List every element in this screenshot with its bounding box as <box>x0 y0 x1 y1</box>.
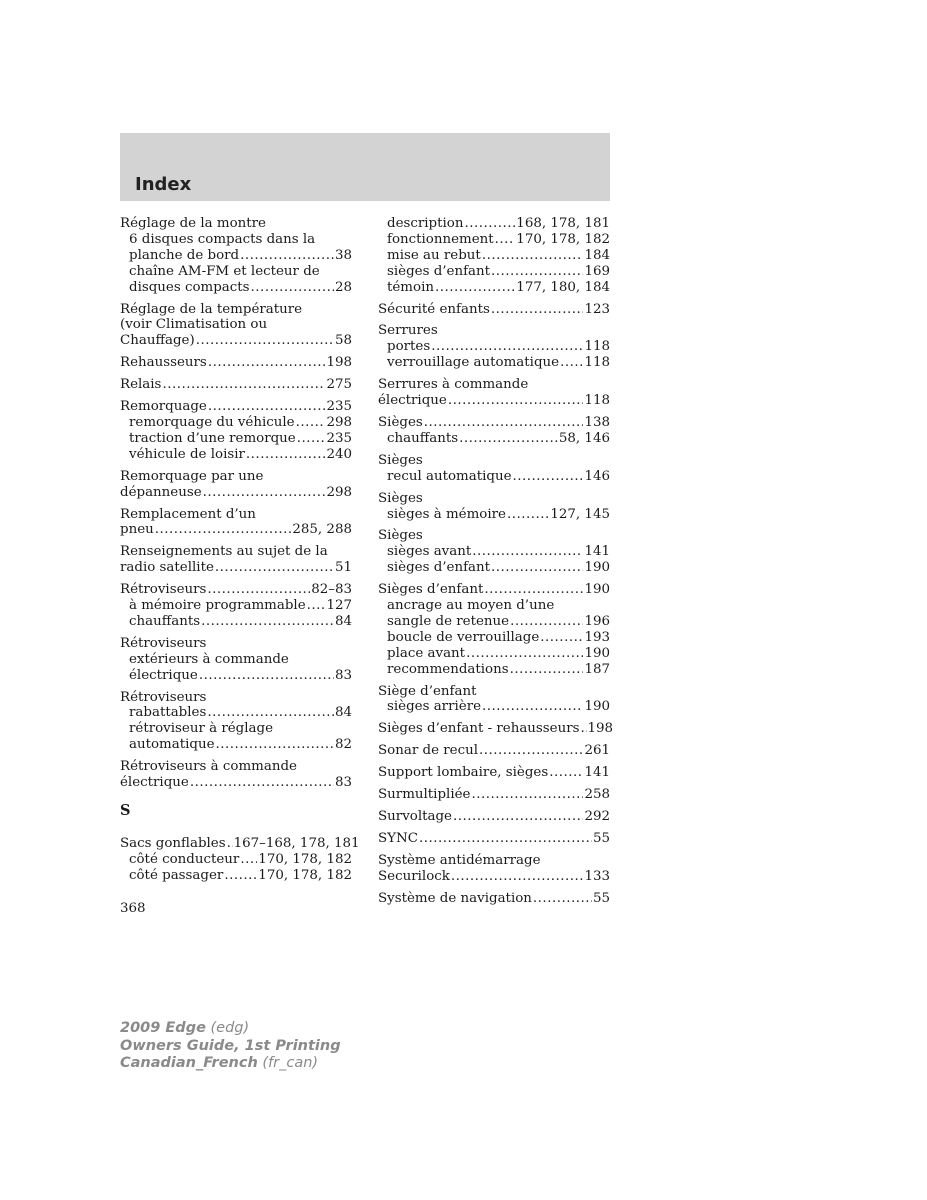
entry-text: automatique <box>129 737 215 753</box>
entry-text: remorquage du véhicule <box>129 414 295 430</box>
index-entry <box>378 787 610 803</box>
page-reference: 170, 178, 182 <box>258 851 352 867</box>
index-entry <box>378 891 610 907</box>
entry-text: Système antidémarrage <box>378 852 541 868</box>
index-entry <box>120 835 360 884</box>
entry-text: Serrures à commande <box>378 377 529 393</box>
page-reference: 190 <box>584 582 610 598</box>
index-entry <box>378 831 610 847</box>
page-reference: 58 <box>334 333 352 349</box>
page-reference: 38 <box>334 247 352 263</box>
index-line <box>378 302 610 318</box>
index-line <box>120 355 352 371</box>
dot-leader <box>540 630 583 646</box>
dot-leader <box>297 431 326 447</box>
index-subentry <box>120 614 352 630</box>
index-subentry <box>120 668 352 684</box>
entry-text: Sécurité enfants <box>378 301 490 317</box>
index-subentry <box>378 339 610 355</box>
entry-text: électrique <box>120 775 189 791</box>
page-reference: 28 <box>334 279 352 295</box>
index-subentry <box>378 469 610 485</box>
page-reference: 83 <box>334 775 352 791</box>
entry-text: Système de navigation <box>378 890 532 906</box>
index-line <box>120 522 352 538</box>
entry-text: témoin <box>387 279 434 295</box>
index-entry <box>378 721 614 737</box>
footer-line-1 <box>120 1020 341 1038</box>
page-reference: 146 <box>584 468 610 484</box>
dot-leader <box>207 705 334 721</box>
page-reference: 83 <box>334 667 352 683</box>
index-line <box>378 853 610 869</box>
index-entry <box>120 690 352 754</box>
entry-text: Rétroviseurs à commande <box>120 759 297 775</box>
dot-leader <box>208 399 326 415</box>
entry-text: Remorquage <box>120 399 207 415</box>
page-reference: 170, 178, 182 <box>516 231 610 247</box>
dot-leader <box>451 869 584 885</box>
entry-text: Renseignements au sujet de la <box>120 544 328 560</box>
dot-leader <box>162 377 325 393</box>
page-reference: 198 <box>326 355 352 371</box>
entry-text: Remplacement d’un <box>120 506 256 522</box>
index-subentry <box>120 652 352 668</box>
dot-leader <box>431 339 583 355</box>
index-subentry <box>378 560 610 576</box>
index-entry <box>378 528 610 576</box>
footer-line-2 <box>120 1038 341 1056</box>
entry-text: pneu <box>120 522 154 538</box>
index-line <box>378 809 610 825</box>
index-entry <box>120 355 352 371</box>
dot-leader <box>224 868 257 884</box>
dot-leader <box>199 668 334 684</box>
index-line <box>120 216 352 232</box>
dot-leader <box>419 831 592 847</box>
entry-text: côté conducteur <box>129 851 240 867</box>
index-entry <box>120 302 352 350</box>
index-subentry <box>120 264 352 280</box>
index-entry <box>378 765 610 781</box>
index-line <box>378 869 610 885</box>
entry-text: électrique <box>378 393 447 409</box>
dot-leader <box>560 355 583 371</box>
entry-text: Sacs gonflables <box>120 835 226 851</box>
index-line <box>120 333 352 349</box>
index-line <box>120 302 352 318</box>
entry-text: Sièges <box>378 528 423 544</box>
page-reference: 167–168, 178, 181 <box>233 835 360 851</box>
dot-leader <box>510 614 583 630</box>
index-subentry <box>378 614 610 630</box>
footer <box>120 1020 341 1073</box>
entry-text: Chauffage) <box>120 333 195 349</box>
entry-text: Sièges d’enfant <box>378 582 484 598</box>
page-reference: 133 <box>584 868 610 884</box>
index-line <box>378 528 610 544</box>
index-subentry <box>378 630 610 646</box>
entry-text: sièges arrière <box>387 699 482 715</box>
index-subentry <box>120 280 352 296</box>
page-reference: 184 <box>584 247 610 263</box>
index-entry <box>120 544 352 576</box>
index-entry <box>120 759 352 791</box>
index-subentry <box>378 699 610 715</box>
page-reference: 258 <box>584 787 610 803</box>
dot-leader <box>482 699 583 715</box>
dot-leader <box>495 232 516 248</box>
dot-leader <box>472 544 583 560</box>
entry-text: Réglage de la température <box>120 301 303 317</box>
entry-text: recul automatique <box>387 468 512 484</box>
index-subentry <box>120 705 352 721</box>
footer-model-code: (edg) <box>210 1020 250 1036</box>
dot-leader <box>424 415 584 431</box>
entry-text: Remorquage par une <box>120 468 264 484</box>
dot-leader <box>549 765 583 781</box>
index-entry <box>378 453 610 485</box>
entry-text: fonctionnement <box>387 231 494 247</box>
index-subentry <box>378 598 610 614</box>
entry-text: Serrures <box>378 323 438 339</box>
index-subentry <box>120 415 352 431</box>
index-line <box>120 636 352 652</box>
index-entry <box>378 582 610 677</box>
page-reference: 240 <box>326 446 352 462</box>
entry-text: recommendations <box>387 661 509 677</box>
index-subentry <box>378 507 610 523</box>
index-line <box>120 469 352 485</box>
index-group-s <box>120 835 360 884</box>
entry-text: dépanneuse <box>120 484 202 500</box>
header-band <box>120 133 610 201</box>
entry-text: Siège d’enfant <box>378 683 477 699</box>
index-subentry <box>378 646 610 662</box>
page-reference: 58, 146 <box>558 430 610 446</box>
page-reference: 84 <box>334 705 352 721</box>
section-letter: S <box>120 802 131 819</box>
index-line <box>378 415 610 431</box>
entry-text: Relais <box>120 377 162 393</box>
index-line <box>378 491 610 507</box>
index-line <box>120 507 352 523</box>
index-subentry <box>120 852 352 868</box>
page-reference: 275 <box>326 377 352 393</box>
dot-leader <box>251 280 334 296</box>
dot-leader <box>453 809 583 825</box>
entry-text: description <box>387 216 464 231</box>
index-subentry <box>120 232 352 248</box>
page-reference: 170, 178, 182 <box>258 867 352 883</box>
dot-leader <box>240 852 257 868</box>
page-reference: 190 <box>584 560 610 576</box>
index-line <box>120 544 352 560</box>
index-subentry <box>120 737 352 753</box>
dot-leader <box>246 447 326 463</box>
entry-text: mise au rebut <box>387 247 481 263</box>
index-line <box>378 721 614 737</box>
entry-text: électrique <box>129 667 198 683</box>
dot-leader <box>201 614 334 630</box>
page-reference: 169 <box>584 263 610 279</box>
page-reference: 193 <box>584 629 610 645</box>
dot-leader <box>471 787 583 803</box>
dot-leader <box>581 721 587 737</box>
index-line <box>120 835 360 852</box>
page-reference: 82 <box>334 737 352 753</box>
entry-text: Support lombaire, sièges <box>378 765 549 781</box>
index-entry <box>378 491 610 523</box>
dot-leader <box>196 333 334 349</box>
index-line <box>378 743 610 759</box>
dot-leader <box>435 280 515 296</box>
index-line <box>378 684 610 700</box>
dot-leader <box>510 662 584 678</box>
index-entry <box>120 636 352 684</box>
dot-leader <box>459 431 558 447</box>
entry-text: 6 disques compacts dans la <box>129 231 316 247</box>
index-entry <box>120 469 352 501</box>
index-line <box>378 831 610 847</box>
dot-leader <box>482 248 584 264</box>
index-subentry <box>120 721 352 737</box>
entry-text: Sièges <box>378 490 423 506</box>
index-subentry <box>378 544 610 560</box>
entry-text: planche de bord <box>129 247 240 263</box>
index-entry <box>378 743 610 759</box>
page-reference: 51 <box>334 560 352 576</box>
page-reference: 190 <box>584 645 610 661</box>
dot-leader <box>216 737 334 753</box>
footer-language: Canadian_French <box>120 1055 258 1071</box>
index-subentry <box>120 598 352 614</box>
page-reference: 235 <box>326 399 352 415</box>
index-subentry <box>378 355 610 371</box>
page-reference: 168, 178, 181 <box>516 216 610 231</box>
index-entry <box>378 853 610 885</box>
footer-line-3 <box>120 1055 341 1073</box>
index-line <box>378 453 610 469</box>
dot-leader <box>227 836 233 852</box>
dot-leader <box>208 355 326 371</box>
index-line <box>378 765 610 781</box>
page-reference: 298 <box>326 484 352 500</box>
page-number: 368 <box>120 901 146 916</box>
dot-leader <box>207 582 310 598</box>
page-reference: 141 <box>584 765 610 781</box>
entry-text: sangle de retenue <box>387 613 510 629</box>
entry-text: Securilock <box>378 868 450 884</box>
entry-text: portes <box>387 339 431 355</box>
page-reference: 298 <box>326 414 352 430</box>
entry-text: Survoltage <box>378 809 452 824</box>
index-line <box>120 560 352 576</box>
entry-text: Rétroviseurs <box>120 689 207 705</box>
index-line <box>120 377 352 393</box>
index-line <box>120 582 352 598</box>
entry-text: Réglage de la montre <box>120 216 266 231</box>
index-entry <box>120 377 352 393</box>
entry-text: radio satellite <box>120 560 214 576</box>
page-reference: 118 <box>584 339 610 355</box>
page-reference: 187 <box>584 661 610 677</box>
dot-leader <box>484 582 583 598</box>
page-reference: 292 <box>584 809 610 824</box>
index-subentry <box>120 868 352 884</box>
page-reference: 118 <box>584 355 610 371</box>
page-reference: 138 <box>584 414 610 430</box>
entry-text: rabattables <box>129 705 207 721</box>
footer-language-code: (fr_can) <box>262 1055 319 1071</box>
page-reference: 55 <box>592 890 610 906</box>
entry-text: SYNC <box>378 830 418 846</box>
entry-text: chaîne AM-FM et lecteur de <box>129 263 320 279</box>
entry-text: côté passager <box>129 867 224 883</box>
page-reference: 127 <box>326 598 352 614</box>
index-entry <box>378 323 610 371</box>
entry-text: Rehausseurs <box>120 355 207 371</box>
index-column-left <box>120 216 360 890</box>
index-line <box>120 317 352 333</box>
dot-leader <box>296 415 326 431</box>
index-line <box>378 787 610 803</box>
entry-text: chauffants <box>129 613 201 629</box>
entry-text: sièges avant <box>387 544 472 560</box>
dot-leader <box>464 216 515 232</box>
entry-text: Sonar de recul <box>378 743 478 759</box>
page-reference: 190 <box>584 699 610 715</box>
dot-leader <box>466 646 583 662</box>
page-reference: 196 <box>584 613 610 629</box>
index-entry <box>378 684 610 716</box>
page-reference: 285, 288 <box>292 522 352 538</box>
index-line <box>378 582 610 598</box>
index-line <box>120 485 352 501</box>
index-entry <box>120 216 352 296</box>
entry-text: à mémoire programmable <box>129 598 306 614</box>
index-line <box>378 377 610 393</box>
index-line <box>120 759 352 775</box>
entry-text: verrouillage automatique <box>387 355 560 371</box>
index-entry <box>378 809 610 825</box>
entry-text: traction d’une remorque <box>129 430 296 446</box>
page-title: Index <box>135 174 192 195</box>
entry-text: Rétroviseurs <box>120 582 207 598</box>
entry-text: (voir Climatisation ou <box>120 317 268 333</box>
index-entry <box>378 216 610 296</box>
entry-text: sièges à mémoire <box>387 506 506 522</box>
entry-text: Rétroviseurs <box>120 635 207 651</box>
index-entry <box>378 415 610 447</box>
entry-text: sièges d’enfant <box>387 560 491 576</box>
dot-leader <box>491 302 584 318</box>
dot-leader <box>155 522 292 538</box>
index-entry <box>378 377 610 409</box>
index-subentry <box>378 662 610 678</box>
index-subentry <box>120 447 352 463</box>
index-entry <box>378 302 610 318</box>
dot-leader <box>240 248 334 264</box>
footer-guide: Owners Guide, 1st Printing <box>120 1037 341 1054</box>
index-line <box>120 399 352 415</box>
page-reference: 261 <box>584 743 610 759</box>
index-subentry <box>378 280 610 296</box>
page-reference: 118 <box>584 393 610 409</box>
index-subentry <box>120 248 352 264</box>
page-reference: 198 <box>587 721 614 737</box>
index-group-r <box>120 216 352 791</box>
index-entry <box>120 399 352 463</box>
entry-text: disques compacts <box>129 279 250 295</box>
index-subentry <box>120 431 352 447</box>
dot-leader <box>448 393 584 409</box>
index-entry <box>120 507 352 539</box>
page-reference: 123 <box>584 301 610 317</box>
dot-leader <box>190 775 334 791</box>
index-line <box>378 891 610 907</box>
entry-text: place avant <box>387 645 466 661</box>
dot-leader <box>203 485 326 501</box>
entry-text: Sièges d’enfant - rehausseurs <box>378 721 580 737</box>
index-subentry <box>378 264 610 280</box>
page-reference: 141 <box>584 544 610 560</box>
dot-leader <box>491 560 583 576</box>
entry-text: ancrage au moyen d’une <box>387 598 555 614</box>
dot-leader <box>513 469 584 485</box>
page-reference: 235 <box>326 430 352 446</box>
index-line <box>120 775 352 791</box>
dot-leader <box>215 560 334 576</box>
page-reference: 55 <box>592 830 610 846</box>
entry-text: Surmultipliée <box>378 787 471 803</box>
entry-text: Sièges <box>378 414 423 430</box>
index-subentry <box>378 216 610 232</box>
index-subentry <box>378 248 610 264</box>
entry-text: boucle de verrouillage <box>387 629 540 645</box>
page-reference: 127, 145 <box>550 506 610 522</box>
entry-text: extérieurs à commande <box>129 651 289 667</box>
dot-leader <box>507 507 549 523</box>
page-reference: 177, 180, 184 <box>516 279 610 295</box>
entry-text: rétroviseur à réglage <box>129 721 273 737</box>
dot-leader <box>307 598 326 614</box>
index-subentry <box>378 232 610 248</box>
entry-text: chauffants <box>387 430 459 446</box>
index-line <box>378 323 610 339</box>
index-subentry <box>378 431 610 447</box>
dot-leader <box>479 743 583 759</box>
entry-text: véhicule de loisir <box>129 446 245 462</box>
index-line <box>120 690 352 706</box>
page-reference: 82–83 <box>311 582 352 598</box>
index-entry <box>120 582 352 630</box>
footer-model: 2009 Edge <box>120 1020 206 1036</box>
dot-leader <box>491 264 583 280</box>
index-column-right <box>378 216 614 913</box>
dot-leader <box>533 891 592 907</box>
page-reference: 84 <box>334 613 352 629</box>
entry-text: sièges d’enfant <box>387 263 491 279</box>
index-line <box>378 393 610 409</box>
entry-text: Sièges <box>378 452 423 468</box>
